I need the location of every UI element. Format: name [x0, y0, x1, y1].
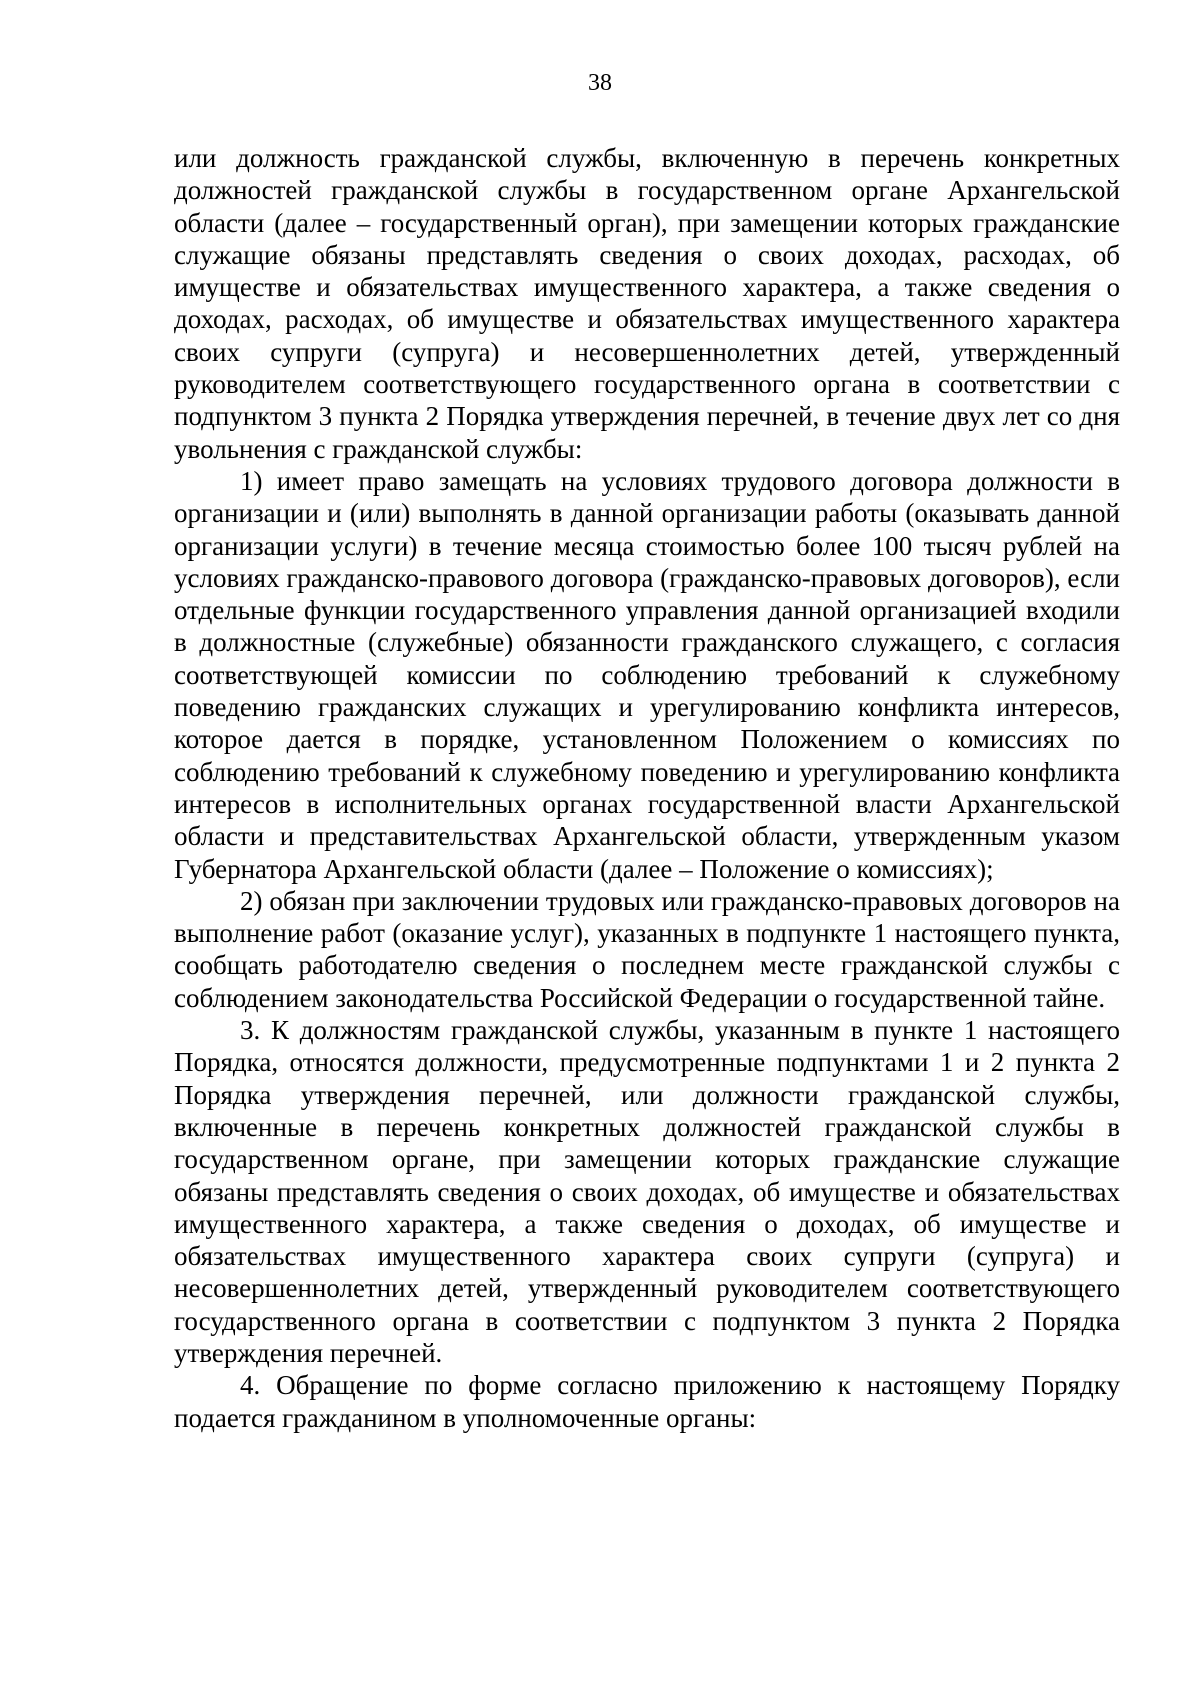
paragraph-item-3: 3. К должностям гражданской службы, указанным в пункте 1 настоящего Порядка, относятся должности, предусмотренные подпунктами 1 и 2 пункта 2 Порядка утверждения перечней, или должности гражданской службы, включенные в перечень конкретных должностей гражданской службы в государственном органе, при замещении которых гражданские служащие обязаны представлять сведения о своих доходах, об имуществе и обязательствах имущественного характера, а также сведения о доходах, об имуществе и обязательствах имущественного характера своих супруги (супруга) и несовершеннолетних детей, утвержденный руководителем соответствующего государственного органа в соответствии с подпунктом 3 пункта 2 Порядка утверждения перечней. [174, 1015, 1120, 1368]
page-number: 38 [588, 70, 612, 96]
paragraph-subitem-2: 2) обязан при заключении трудовых или гражданско-правовых договоров на выполнение работ (оказание услуг), указанных в подпункте 1 настоящего пункта, сообщать работодателю сведения о последнем месте гражданской службы с соблюдением законодательства Российской Федерации о государственной тайне. [174, 885, 1120, 1013]
paragraph-item-4: 4. Обращение по форме согласно приложению к настоящему Порядку подается гражданином в уполномоченные органы: [174, 1370, 1120, 1433]
body-text [174, 142, 1120, 1434]
paragraph-continuation: или должность гражданской службы, включенную в перечень конкретных должностей гражданской службы в государственном органе Архангельской области (далее – государственный орган), при замещении которых гражданские служащие обязаны представлять сведения о своих доходах, расходах, об имуществе и обязательствах имущественного характера, а также сведения о доходах, расходах, об имуществе и обязательствах имущественного характера своих супруги (супруга) и несовершеннолетних детей, утвержденный руководителем соответствующего государственного органа в соответствии с подпунктом 3 пункта 2 Порядка утверждения перечней, в течение двух лет со дня увольнения с гражданской службы: [174, 143, 1120, 464]
paragraph-subitem-1: 1) имеет право замещать на условиях трудового договора должности в организации и (или) выполнять в данной организации работы (оказывать данной организации услуги) в течение месяца стоимостью более 100 тысяч рублей на условиях гражданско-правового договора (гражданско-правовых договоров), если отдельные функции государственного управления данной организацией входили в должностные (служебные) обязанности гражданского служащего, с согласия соответствующей комиссии по соблюдению требований к служебному поведению гражданских служащих и урегулированию конфликта интересов, которое дается в порядке, установленном Положением о комиссиях по соблюдению требований к служебному поведению и урегулированию конфликта интересов в исполнительных органах государственной власти Архангельской области и представительствах Архангельской области, утвержденным указом Губернатора Архангельской области (далее – Положение о комиссиях); [174, 465, 1120, 884]
